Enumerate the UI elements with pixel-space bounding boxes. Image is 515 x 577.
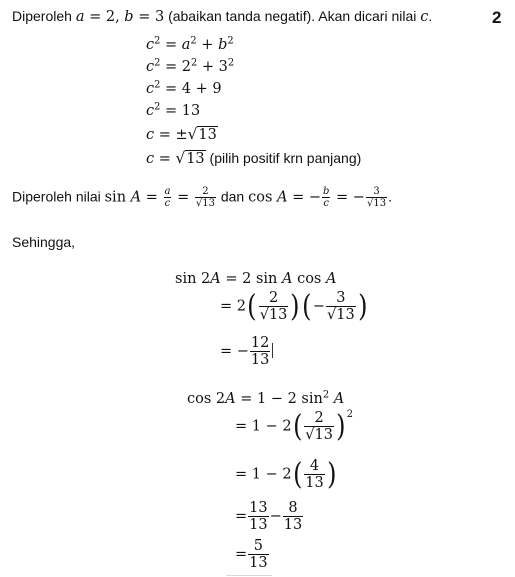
fraction-2-over-sqrt13 xyxy=(195,186,216,209)
radicand: 13 xyxy=(186,151,205,167)
exponent: 2 xyxy=(190,57,198,69)
fraction-b-over-c xyxy=(322,186,330,209)
footer-divider xyxy=(226,575,272,576)
var-c: c xyxy=(146,37,155,53)
exponent: 2 xyxy=(346,408,353,420)
expr: = 2 xyxy=(160,59,191,75)
cos2a-line-4 xyxy=(235,500,304,533)
var-c: c xyxy=(146,59,155,75)
numerator: 2 xyxy=(202,186,209,197)
radicand: 13 xyxy=(268,307,288,324)
expr: = − xyxy=(220,343,249,360)
expr: = 1 − 2 xyxy=(235,418,292,435)
numerator: 3 xyxy=(373,186,380,197)
exponent: 2 xyxy=(154,35,161,47)
pyth-line-2 xyxy=(146,59,234,75)
expr: = xyxy=(235,508,248,525)
var-c: c xyxy=(146,127,155,143)
denominator: 13 xyxy=(249,555,268,572)
denominator: 13 xyxy=(250,352,270,369)
value-b: = 3 xyxy=(133,9,165,25)
cos2a-line-2 xyxy=(235,410,353,443)
rhs: = 2 sin xyxy=(220,271,282,287)
open-paren: ( xyxy=(292,456,303,492)
text-cursor xyxy=(272,343,273,358)
expr: = 4 + 9 xyxy=(160,81,222,97)
fraction-2-over-sqrt13 xyxy=(259,290,289,323)
denominator: √13 xyxy=(327,307,355,324)
intro-text-2: (abaikan tanda negatif). Akan dicari nilai xyxy=(164,8,421,24)
pyth-line-6 xyxy=(146,149,361,167)
numerator: 8 xyxy=(288,500,298,516)
denominator: 13 xyxy=(283,517,303,534)
denominator: c xyxy=(164,198,171,210)
pyth-line-4 xyxy=(146,103,200,119)
var-A: A xyxy=(325,271,337,287)
note: (pilih positif krn panjang) xyxy=(205,150,362,166)
intro-line xyxy=(12,8,432,25)
dan: dan xyxy=(216,188,249,205)
pyth-line-5 xyxy=(146,125,218,143)
equals-minus: = − xyxy=(331,189,365,206)
radicand: 13 xyxy=(373,198,387,210)
lhs: sin 2 xyxy=(175,271,211,287)
expr: = 2 xyxy=(220,298,246,315)
sqrt: √13 xyxy=(175,149,205,167)
numerator: 13 xyxy=(249,500,268,516)
close-paren: ) xyxy=(290,288,300,324)
numerator: 2 xyxy=(268,290,279,306)
pyth-line-1 xyxy=(146,37,234,53)
numerator: 2 xyxy=(314,410,324,426)
cos2a-line-1 xyxy=(187,391,344,407)
equals: = xyxy=(160,37,182,53)
intro-end: . xyxy=(428,8,433,24)
numerator: 12 xyxy=(250,335,270,351)
text: Diperoleh nilai xyxy=(12,188,105,205)
cos-label: cos xyxy=(248,189,277,206)
fraction-4-over-13 xyxy=(304,458,324,491)
denominator: 13 xyxy=(305,475,324,492)
exponent: 2 xyxy=(190,35,197,47)
var-A: A xyxy=(333,391,345,407)
numerator: 3 xyxy=(336,290,346,306)
close-paren: ) xyxy=(357,288,368,324)
sqrt: √13 xyxy=(187,125,217,143)
sin-cos-line xyxy=(12,186,392,209)
expr: = ± xyxy=(154,127,188,143)
denominator: √13 xyxy=(195,198,215,210)
expr: = xyxy=(154,151,176,167)
exponent: 2 xyxy=(154,57,161,69)
equals: = xyxy=(141,189,163,206)
fraction-3-over-sqrt13 xyxy=(366,186,387,209)
expr: = 1 − 2 xyxy=(235,466,292,483)
page-number: 2 xyxy=(492,8,502,27)
cos2a-line-3 xyxy=(235,458,337,491)
var-c: c xyxy=(146,103,155,119)
fraction-5-over-13 xyxy=(248,538,268,571)
plus: + xyxy=(196,37,219,53)
radicand: 13 xyxy=(336,307,355,324)
var-A: A xyxy=(277,189,288,206)
rhs: cos xyxy=(292,271,326,287)
exponent: 2 xyxy=(154,101,161,113)
cos2a-line-5 xyxy=(235,538,270,571)
fraction-3-over-sqrt13 xyxy=(326,290,356,323)
var-c: c xyxy=(146,81,155,97)
numerator: 5 xyxy=(253,538,263,554)
sin2a-line-2 xyxy=(220,290,368,323)
end: . xyxy=(388,188,392,205)
numerator: b xyxy=(323,186,330,197)
equals: = xyxy=(172,189,194,206)
var-A: A xyxy=(210,271,221,287)
numerator: 4 xyxy=(309,458,320,474)
pyth-line-3 xyxy=(146,81,222,97)
radicand: 13 xyxy=(314,427,333,444)
numerator: a xyxy=(164,186,171,197)
minus: − xyxy=(269,508,282,525)
close-paren: ) xyxy=(326,456,337,492)
var-A: A xyxy=(225,391,236,407)
var-b: b xyxy=(124,9,134,25)
denominator: √13 xyxy=(259,307,288,324)
open-paren: ( xyxy=(302,288,312,324)
close-paren: ) xyxy=(336,408,346,444)
exponent: 2 xyxy=(154,79,161,91)
sehingga-label: Sehingga, xyxy=(12,234,76,250)
expr: = 13 xyxy=(160,103,201,119)
sin2a-line-1 xyxy=(175,271,336,287)
lhs: cos 2 xyxy=(187,391,226,407)
var-c: c xyxy=(146,151,155,167)
var-a: a xyxy=(75,9,85,25)
open-paren: ( xyxy=(247,288,257,324)
expr: = xyxy=(235,546,248,563)
exponent: 2 xyxy=(227,35,234,47)
minus: − xyxy=(312,298,325,315)
rhs: = 1 − 2 sin xyxy=(235,391,323,407)
exponent: 2 xyxy=(227,57,235,69)
denominator: c xyxy=(323,198,330,210)
radicand: 13 xyxy=(202,198,215,210)
open-paren: ( xyxy=(292,408,303,444)
radicand: 13 xyxy=(198,127,217,143)
fraction-a-over-c xyxy=(164,186,172,209)
fraction-12-over-13 xyxy=(250,335,270,368)
intro-text: Diperoleh xyxy=(12,8,76,24)
fraction-2-over-sqrt13 xyxy=(304,410,334,443)
denominator: √13 xyxy=(366,198,387,210)
exponent: 2 xyxy=(322,389,330,401)
denominator: 13 xyxy=(249,517,268,534)
var-A: A xyxy=(130,189,142,206)
var-a: a xyxy=(181,37,191,53)
sin2a-line-3 xyxy=(220,335,273,368)
equals-minus: = − xyxy=(287,189,322,206)
var-A: A xyxy=(281,271,293,287)
fraction-13-over-13 xyxy=(248,500,268,533)
sin-label: sin xyxy=(104,189,131,206)
var-b: b xyxy=(218,37,228,53)
expr: + 3 xyxy=(197,59,228,75)
value-a: = 2, xyxy=(84,9,125,25)
var-c: c xyxy=(420,9,429,25)
fraction-8-over-13 xyxy=(283,500,303,533)
denominator: √13 xyxy=(305,427,333,444)
